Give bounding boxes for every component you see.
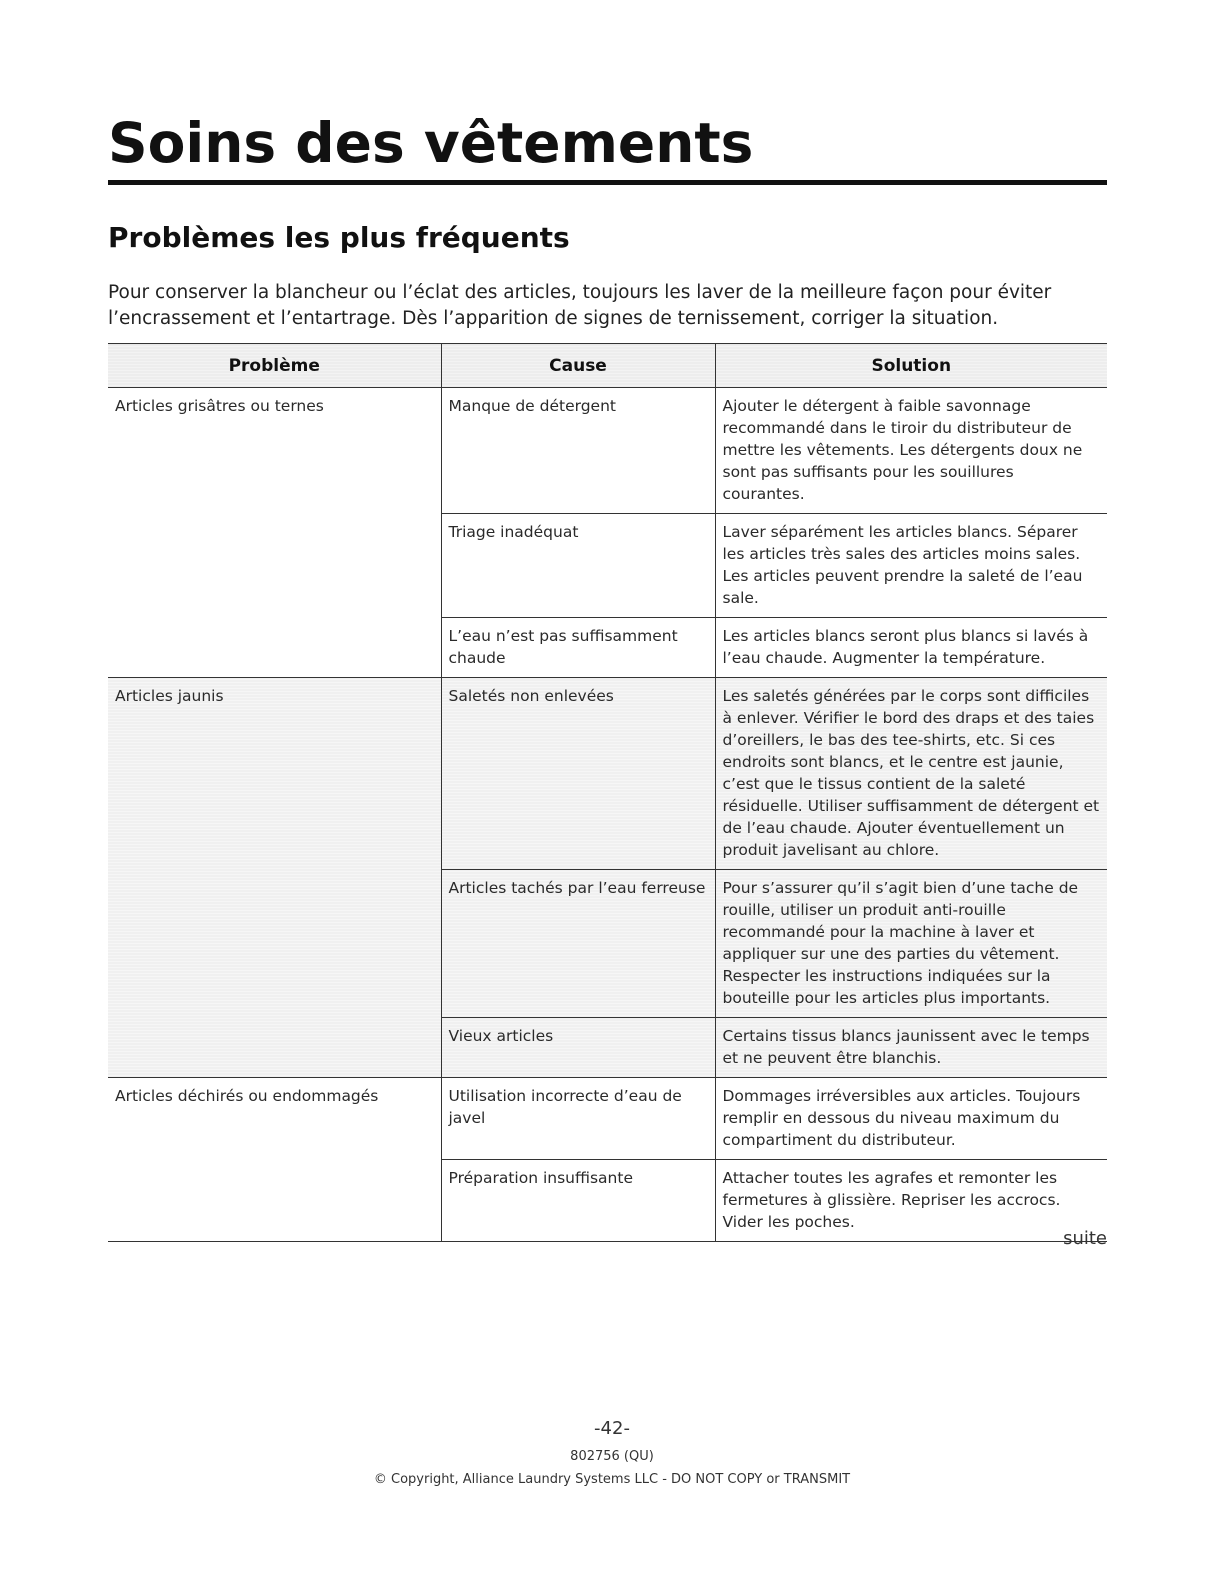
title-divider (108, 180, 1107, 185)
header-cause: Cause (441, 344, 715, 388)
solution-cell: Les saletés générées par le corps sont difficiles à enlever. Vérifier le bord des draps et des taies d’oreillers, le bas des tee-shirts, etc. Si ces endroits sont blancs, et le centre est jaunie, c’est que le tissus contient de la saleté résiduelle. Utiliser suffisamment de détergent et de l’eau chaude. Ajouter éventuellement un produit javelisant au chlore. (715, 678, 1107, 870)
document-code: 802756 (QU) (570, 1449, 654, 1464)
page-title: Soins des vêtements (108, 111, 754, 175)
cause-cell: Articles tachés par l’eau ferreuse (441, 870, 715, 1018)
continued-label: suite (1063, 1228, 1107, 1249)
intro-paragraph: Pour conserver la blancheur ou l’éclat des articles, toujours les laver de la meilleure façon pour éviter l’encrassement et l’entartrage. Dès l’apparition de signes de ternissement, corriger la situation. (108, 282, 1052, 329)
cause-cell: Triage inadéquat (441, 514, 715, 618)
cause-cell: Manque de détergent (441, 388, 715, 514)
troubleshooting-table (108, 343, 1107, 1242)
solution-cell: Certains tissus blancs jaunissent avec le temps et ne peuvent être blanchis. (715, 1018, 1107, 1078)
cause-cell: Utilisation incorrecte d’eau de javel (441, 1078, 715, 1160)
table-row (108, 388, 1107, 514)
header-problem: Problème (108, 344, 441, 388)
section-title: Problèmes les plus fréquents (108, 221, 570, 254)
header-solution: Solution (715, 344, 1107, 388)
solution-cell: Pour s’assurer qu’il s’agit bien d’une tache de rouille, utiliser un produit anti-rouille recommandé pour la machine à laver et appliquer sur une des parties du vêtement. Respecter les instructions indiquées sur la bouteille pour les articles plus importants. (715, 870, 1107, 1018)
page-number: -42- (594, 1418, 630, 1439)
solution-cell: Ajouter le détergent à faible savonnage recommandé dans le tiroir du distributeur de mettre les vêtements. Les détergents doux ne sont pas suffisants pour les souillures courantes. (715, 388, 1107, 514)
table-header-row (108, 344, 1107, 388)
cause-cell: Saletés non enlevées (441, 678, 715, 870)
cause-cell: L’eau n’est pas suffisamment chaude (441, 618, 715, 678)
table-row (108, 1078, 1107, 1160)
solution-cell: Attacher toutes les agrafes et remonter les fermetures à glissière. Repriser les accrocs. Vider les poches. (715, 1160, 1107, 1242)
problem-cell: Articles déchirés ou endommagés (108, 1078, 441, 1242)
table-row (108, 678, 1107, 870)
problem-cell: Articles jaunis (108, 678, 441, 1078)
solution-cell: Laver séparément les articles blancs. Séparer les articles très sales des articles moins sales. Les articles peuvent prendre la saleté de l’eau sale. (715, 514, 1107, 618)
solution-cell: Les articles blancs seront plus blancs si lavés à l’eau chaude. Augmenter la température. (715, 618, 1107, 678)
solution-cell: Dommages irréversibles aux articles. Toujours remplir en dessous du niveau maximum du compartiment du distributeur. (715, 1078, 1107, 1160)
copyright-notice: © Copyright, Alliance Laundry Systems LLC - DO NOT COPY or TRANSMIT (373, 1472, 851, 1487)
cause-cell: Vieux articles (441, 1018, 715, 1078)
cause-cell: Préparation insuffisante (441, 1160, 715, 1242)
problem-cell: Articles grisâtres ou ternes (108, 388, 441, 678)
